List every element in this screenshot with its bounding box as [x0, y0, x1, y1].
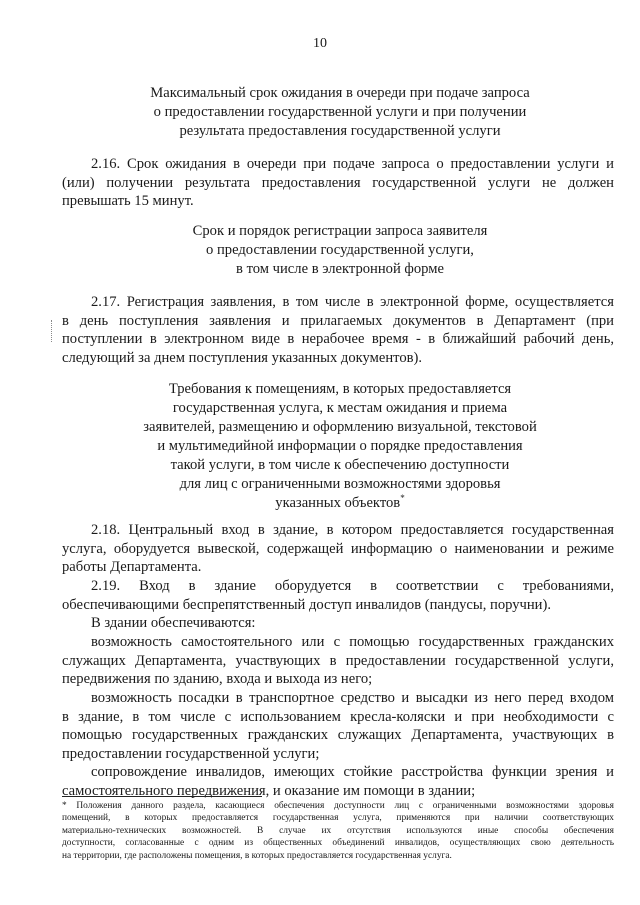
paragraph-line: работы Департамента.: [62, 559, 202, 576]
section-heading-premises: [80, 380, 600, 513]
paragraph-2-16: [62, 155, 614, 211]
paragraph-line: обеспечивающими беспрепятственный доступ инвалидов (пандусы, поручни).: [62, 596, 551, 613]
heading-line-text: указанных объектов: [275, 495, 401, 511]
paragraph-line: самостоятельного передвижения, и оказание им помощи в здании;: [62, 782, 476, 799]
paragraph-line: превышать 15 минут.: [62, 193, 194, 210]
footnote-line: на территории, где расположены помещения, в которых предоставляется государственная услуга.: [62, 850, 452, 861]
paragraph-line: помощью государственных гражданских служащих Департамента, участвующих в: [62, 727, 614, 744]
paragraph-line: поступлении в электронном виде в нерабочее время - в ближайший рабочий день,: [62, 331, 614, 348]
heading-line: [80, 494, 600, 513]
heading-line: в том числе в электронной форме: [236, 261, 444, 277]
paragraph-mobility: [62, 633, 614, 689]
paragraph-line: 2.18. Центральный вход в здание, в котором предоставляется государственная: [91, 522, 614, 538]
paragraph-2-18: [62, 521, 614, 577]
heading-line: о предоставлении государственной услуги и при получении: [153, 104, 527, 120]
paragraph-line: возможность посадки в транспортное средство и высадки из него перед входом: [91, 690, 614, 706]
paragraph-line: в день поступления заявления и прилагаемых документов в Департамент (при: [62, 312, 614, 329]
footnote-marker: *: [400, 493, 405, 504]
paragraph-line: В здании обеспечиваются:: [91, 615, 256, 632]
heading-line: Требования к помещениям, в которых предоставляется: [168, 381, 512, 397]
heading-line: такой услуги, в том числе к обеспечению доступности: [170, 457, 510, 473]
page-number: 10: [313, 36, 327, 51]
paragraph-line: предоставлении государственной услуги;: [62, 745, 320, 762]
footnote: [62, 800, 614, 862]
section-heading-waiting-time: [80, 84, 600, 141]
footnote-line: доступности, согласованные с одним из общественных объединений инвалидов, осуществляющих свою деятельность: [62, 838, 614, 849]
heading-line: о предоставлении государственной услуги,: [206, 242, 474, 258]
heading-line: Максимальный срок ожидания в очереди при подаче запроса: [150, 85, 530, 101]
paragraph-line: служащих Департамента, участвующих в предоставлении государственной услуги,: [62, 652, 614, 669]
footnote-separator: [62, 796, 262, 797]
paragraph-line: в здание, в том числе с использованием кресла-коляски и при необходимости с: [62, 708, 614, 725]
paragraph-line: 2.19. Вход в здание оборудуется в соответствии с требованиями,: [91, 578, 614, 594]
heading-line: государственная услуга, к местам ожидания и приема: [172, 400, 508, 416]
footnote-line: * Положения данного раздела, касающиеся обеспечения доступности лиц с ограниченными возможностями здоровья: [62, 801, 614, 811]
paragraph-2-17: [62, 293, 614, 367]
margin-mark: [51, 320, 54, 342]
footnote-line: помещений, в которых предоставляется государственная услуга, применяются при наличии соответствующих: [62, 813, 614, 824]
heading-line: Срок и порядок регистрации запроса заявителя: [192, 223, 488, 239]
paragraph-line: передвижения по зданию, входа и выхода из него;: [62, 671, 373, 688]
paragraph-line: 2.17. Регистрация заявления, в том числе в электронной форме, осуществляется: [91, 294, 614, 310]
heading-line: для лиц с ограниченными возможностями здоровья: [179, 476, 501, 492]
paragraph-line: 2.16. Срок ожидания в очереди при подаче запроса о предоставлении услуги и: [91, 156, 614, 172]
heading-line: результата предоставления государственной услуги: [179, 123, 501, 139]
heading-line: заявителей, размещению и оформлению визуальной, текстовой: [143, 419, 537, 435]
paragraph-escort: [62, 763, 614, 800]
paragraph-transport: [62, 689, 614, 763]
paragraph-line: сопровождение инвалидов, имеющих стойкие расстройства функции зрения и: [91, 764, 614, 780]
footnote-line: материально-технических возможностей. В случае их отсутствия используются иные способы обеспечения: [62, 825, 614, 836]
paragraph-line: возможность самостоятельного или с помощью государственных гражданских: [91, 634, 614, 650]
paragraph-2-19: [62, 577, 614, 633]
paragraph-line: (или) получении результата предоставления государственной услуги не должен: [62, 174, 614, 191]
heading-line: и мультимедийной информации о порядке предоставления: [157, 438, 523, 454]
section-heading-registration: [80, 222, 600, 279]
paragraph-line: услуга, оборудуется вывеской, содержащей информацию о наименовании и режиме: [62, 540, 614, 557]
paragraph-line: следующий за днем поступления указанных документов).: [62, 349, 423, 366]
